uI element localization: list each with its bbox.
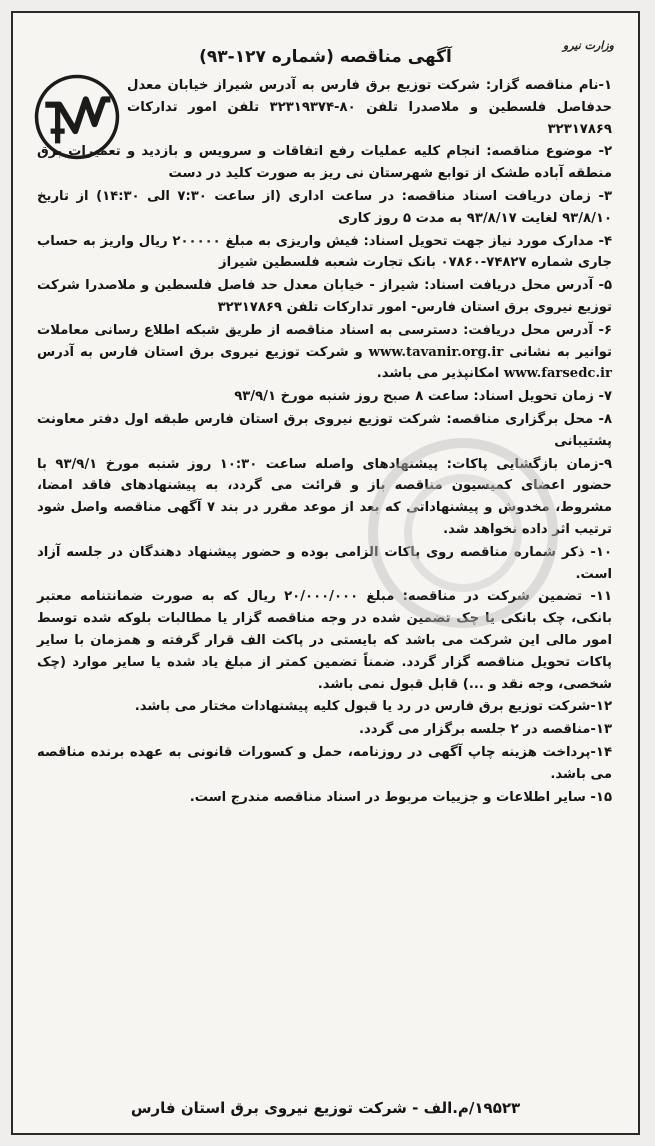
clause-12: ۱۲-شرکت توزیع برق فارس در رد یا قبول کلیه پیشنهادات مختار می باشد. bbox=[134, 699, 612, 715]
clause-9: ۹-زمان بازگشایی پاکات: پیشنهادهای واصله ساعت ۱۰:۳۰ روز شنبه مورخ ۹۳/۹/۱ با حضور اعضای کمیسیون مناقصه باز و قرائت می گردد، به پیشنهادهای فاقد امضا، مشروط، مخدوش و پیشنهاداتی که بعد از موعد مقرر در بند ۷ آگهی مناقصه واصل شود ترتیب اثر داده نخواهد شد. bbox=[37, 456, 613, 537]
clause-7: ۷- زمان تحویل اسناد: ساعت ۸ صبح روز شنبه مورخ ۹۳/۹/۱ bbox=[234, 389, 612, 405]
clause-2: ۲- موضوع مناقصه: انجام کلیه عملیات رفع اتفاقات و سرویس و بازدید و تعمیرات برق منطقه آباده طشک از توابع شهرستان نی ریز به صورت کلید در دست bbox=[37, 144, 612, 182]
ministry-label: وزارت نیرو bbox=[563, 39, 614, 52]
clause-6-text-3: امکانپذیر می باشد. bbox=[376, 366, 500, 382]
farsedc-url-link[interactable]: www.farsedc.ir bbox=[503, 366, 612, 382]
footer-signature: ۱۹۵۲۳/م.الف - شرکت توزیع نیروی برق استان فارس bbox=[130, 1099, 521, 1117]
clause-13: ۱۳-مناقصه در ۲ جلسه برگزار می گردد. bbox=[358, 722, 612, 738]
clause-11: ۱۱- تضمین شرکت در مناقصه: مبلغ ۲۰/۰۰۰/۰۰۰ ریال که به صورت ضمانتنامه معتبر بانکی، چک بانکی یا چک تضمین شده در وجه مناقصه گزار یا مطالبات بلوکه شده توسط امور مالی این شرکت می باشد که بایستی در پاکت الف قرار گرفته و همزمان با سایر پاکات تحویل مناقصه گزار گردد. ضمناً تضمین کمتر از مبلغ یاد شده یا سایر موارد (چک شخصی، وجه نقد و ...) قابل قبول نمی باشد. bbox=[37, 589, 613, 692]
clause-14: ۱۴-پرداخت هزینه چاپ آگهی در روزنامه، حمل و کسورات قانونی به عهده برنده مناقصه می باشد. bbox=[37, 744, 612, 782]
ad-frame bbox=[11, 11, 640, 1135]
page-title: آگهی مناقصه (شماره ۱۲۷-۹۳) bbox=[199, 47, 452, 67]
clause-6-text-2: و شرکت توزیع نیروی برق استان فارس به آدرس bbox=[37, 344, 363, 360]
ad-body bbox=[37, 75, 612, 809]
tavanir-url-link[interactable]: www.tavanir.org.ir bbox=[368, 344, 504, 360]
clause-8: ۸- محل برگزاری مناقصه: شرکت توزیع نیروی برق استان فارس طبقه اول دفتر معاونت پشتیبانی bbox=[37, 411, 612, 449]
clause-4: ۴- مدارک مورد نیاز جهت تحویل اسناد: فیش واریزی به مبلغ ۲۰۰۰۰۰ ریال واریز به حساب جاری شماره ۷۴۸۲۷-۰۷۸۶۰ بانک تجارت شعبه فلسطین شیراز bbox=[37, 233, 612, 271]
clause-6 bbox=[37, 320, 612, 385]
clause-15: ۱۵- سایر اطلاعات و جزییات مربوط در اسناد مناقصه مندرج است. bbox=[189, 789, 612, 805]
clause-3: ۳- زمان دریافت اسناد مناقصه: در ساعت اداری (از ساعت ۷:۳۰ الی ۱۴:۳۰) از تاریخ ۹۳/۸/۱۰ لغایت ۹۳/۸/۱۷ به مدت ۵ روز کاری bbox=[37, 188, 612, 226]
clause-10: ۱۰- ذکر شماره مناقصه روی پاکات الزامی بوده و حضور پیشنهاد دهندگان در جلسه آزاد است. bbox=[37, 544, 612, 582]
clause-6-text-1: ۶- آدرس محل دریافت: دسترسی به اسناد مناقصه از طریق شبکه اطلاع رسانی معاملات توانیر به نشانی bbox=[37, 322, 613, 360]
clause-5: ۵- آدرس محل دریافت اسناد: شیراز - خیابان معدل حد فاصل فلسطین و ملاصدرا شرکت توزیع نیروی برق استان فارس- امور تدارکات تلفن ۳۲۳۱۷۸۶۹ bbox=[37, 278, 612, 315]
clause-1: ۱-نام مناقصه گزار: شرکت توزیع برق فارس به آدرس شیراز خیابان معدل حدفاصل فلسطین و ملاصدرا تلفن ۸۰-۳۲۳۱۹۳۷۴ تلفن امور تدارکات ۳۲۳۱۷۸۶۹ bbox=[127, 78, 612, 137]
